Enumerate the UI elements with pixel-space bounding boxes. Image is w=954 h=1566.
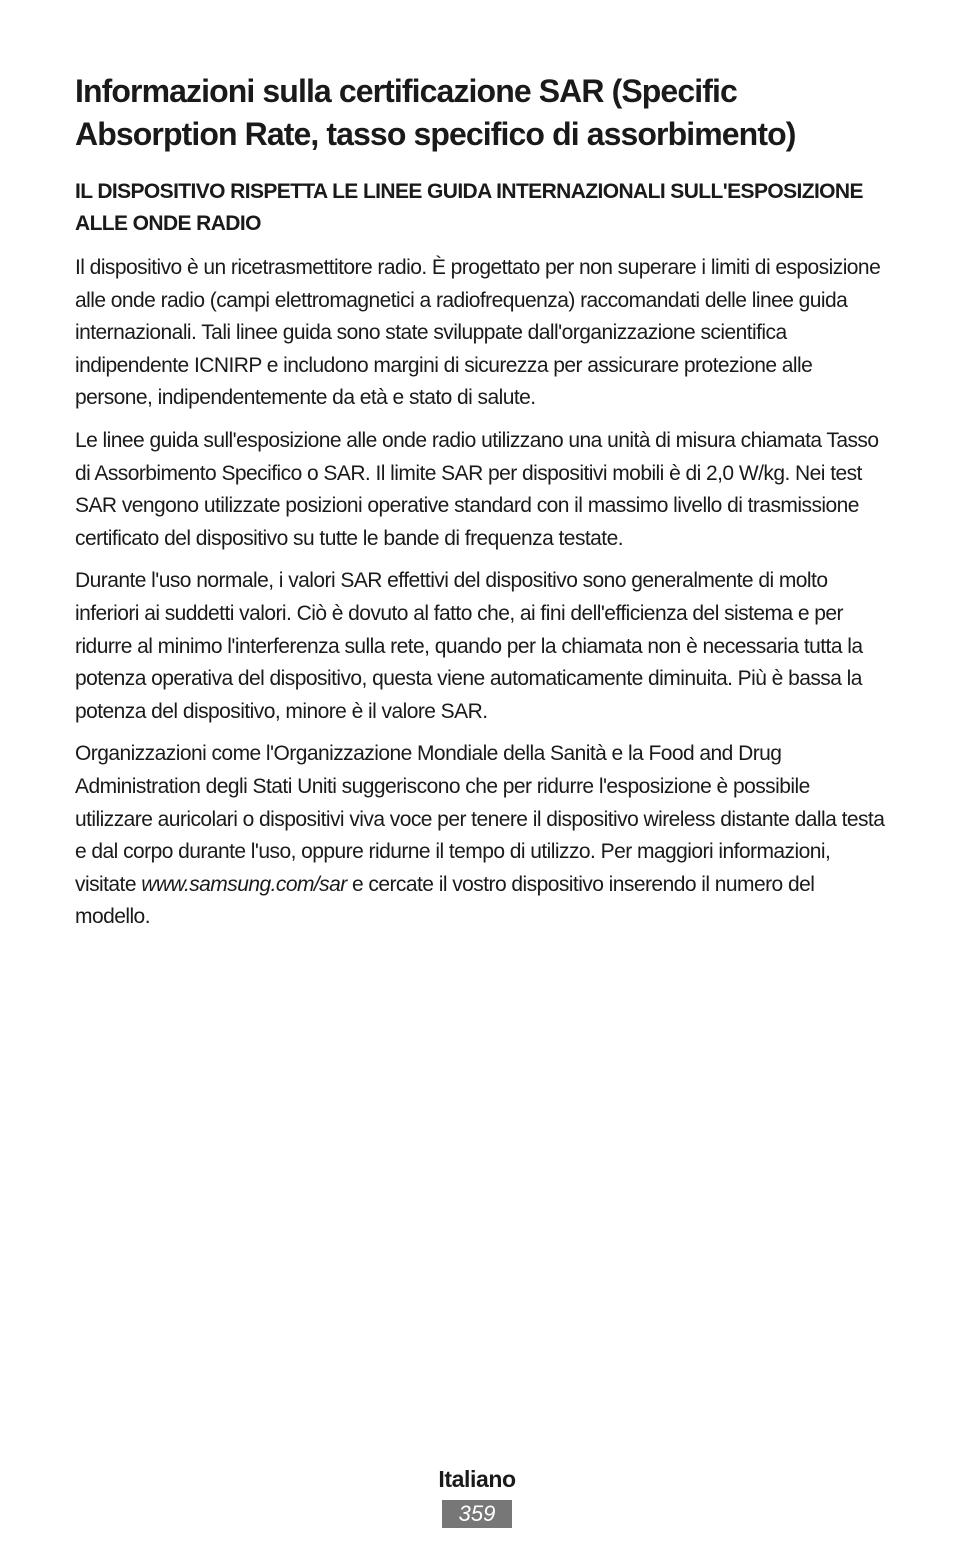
paragraph-1: Il dispositivo è un ricetrasmettitore radio. È progettato per non superare i limiti di esposizione alle onde radio (campi elettromagnetici a radiofrequenza) raccomandati delle linee guida internazionali. Tali linee guida sono state sviluppate dall'organizzazione scientifica indipendente ICNIRP e includono margini di sicurezza per assicurare protezione alle persone, indipendentemente da età e stato di salute. (75, 256, 881, 410)
section-heading: IL DISPOSITIVO RISPETTA LE LINEE GUIDA INTERNAZIONALI SULL'ESPOSIZIONE ALLE ONDE RADIO (75, 180, 863, 235)
page-title: Informazioni sulla certificazione SAR (Specific Absorption Rate, tasso specifico di assorbimento) (75, 73, 796, 152)
paragraph-4 (75, 738, 887, 934)
paragraph-4-text-before: Organizzazioni come l'Organizzazione Mondiale della Sanità e la Food and Drug Administration degli Stati Uniti suggeriscono che per ridurre l'esposizione è possibile utilizzare auricolari o dispositivi viva voce per tenere il dispositivo wireless distante dalla testa e dal corpo durante l'uso, oppure ridurne il tempo di utilizzo. Per maggiori informazioni, visitate (75, 742, 885, 896)
page-content (75, 70, 887, 944)
page-number-badge: 359 (442, 1500, 512, 1528)
paragraph-4-text-after: e cercate il vostro dispositivo inserendo il numero del modello. (75, 872, 815, 929)
paragraph-3: Durante l'uso normale, i valori SAR effettivi del dispositivo sono generalmente di molto inferiori ai suddetti valori. Ciò è dovuto al fatto che, ai fini dell'efficienza del sistema e per ridurre al minimo l'interferenza sulla rete, quando per la chiamata non è necessaria tutta la potenza operativa del dispositivo, questa viene automaticamente diminuita. Più è bassa la potenza del dispositivo, minore è il valore SAR. (75, 569, 863, 723)
footer-language: Italiano (438, 1466, 516, 1492)
paragraph-2: Le linee guida sull'esposizione alle onde radio utilizzano una unità di misura chiamata Tasso di Assorbimento Specifico o SAR. Il limite SAR per dispositivi mobili è di 2,0 W/kg. Nei test SAR vengono utilizzate posizioni operative standard con il massimo livello di trasmissione certificato del dispositivo su tutte le bande di frequenza testate. (75, 428, 879, 550)
samsung-sar-link[interactable]: www.samsung.com/sar (141, 872, 347, 896)
page-footer (0, 1462, 954, 1528)
